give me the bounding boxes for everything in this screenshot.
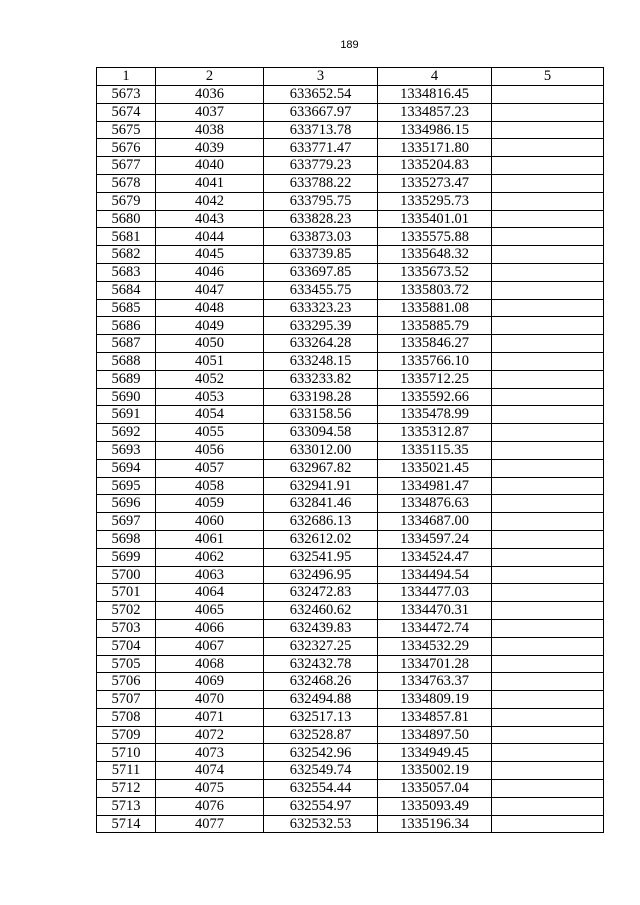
table-cell-col4: 1335575.88 bbox=[378, 228, 492, 246]
table-cell-col3: 633779.23 bbox=[264, 157, 378, 175]
table-cell-col5 bbox=[492, 86, 604, 104]
table-cell-col2: 4077 bbox=[156, 815, 264, 833]
table-cell-col2: 4067 bbox=[156, 637, 264, 655]
table-cell-col5 bbox=[492, 726, 604, 744]
table-cell-col2: 4058 bbox=[156, 477, 264, 495]
table-cell-col4: 1334949.45 bbox=[378, 744, 492, 762]
table-cell-col5 bbox=[492, 708, 604, 726]
table-cell-col4: 1335401.01 bbox=[378, 210, 492, 228]
table-row bbox=[97, 726, 604, 744]
table-row bbox=[97, 637, 604, 655]
table-cell-col3: 632472.83 bbox=[264, 584, 378, 602]
table-cell-col1: 5696 bbox=[97, 495, 156, 513]
table-cell-col5 bbox=[492, 121, 604, 139]
table-row bbox=[97, 744, 604, 762]
header-cell-4: 4 bbox=[378, 68, 492, 86]
table-row bbox=[97, 210, 604, 228]
table-cell-col2: 4043 bbox=[156, 210, 264, 228]
table-cell-col3: 632517.13 bbox=[264, 708, 378, 726]
table-row bbox=[97, 174, 604, 192]
table-cell-col5 bbox=[492, 637, 604, 655]
table-row bbox=[97, 317, 604, 335]
table-cell-col4: 1334981.47 bbox=[378, 477, 492, 495]
table-cell-col1: 5679 bbox=[97, 192, 156, 210]
table-row bbox=[97, 477, 604, 495]
table-cell-col4: 1335478.99 bbox=[378, 406, 492, 424]
table-cell-col3: 632549.74 bbox=[264, 762, 378, 780]
table-cell-col1: 5700 bbox=[97, 566, 156, 584]
table-cell-col3: 633713.78 bbox=[264, 121, 378, 139]
table-row bbox=[97, 584, 604, 602]
table-row bbox=[97, 673, 604, 691]
table-cell-col5 bbox=[492, 174, 604, 192]
header-cell-1: 1 bbox=[97, 68, 156, 86]
table-cell-col4: 1334532.29 bbox=[378, 637, 492, 655]
table-cell-col5 bbox=[492, 157, 604, 175]
table-cell-col1: 5695 bbox=[97, 477, 156, 495]
table-cell-col1: 5713 bbox=[97, 797, 156, 815]
table-cell-col4: 1334524.47 bbox=[378, 548, 492, 566]
table-cell-col1: 5677 bbox=[97, 157, 156, 175]
page-number: 189 bbox=[340, 39, 359, 51]
table-cell-col2: 4056 bbox=[156, 441, 264, 459]
table-cell-col5 bbox=[492, 602, 604, 620]
table-cell-col2: 4076 bbox=[156, 797, 264, 815]
table-cell-col5 bbox=[492, 352, 604, 370]
table-row bbox=[97, 815, 604, 833]
header-cell-2: 2 bbox=[156, 68, 264, 86]
table-cell-col5 bbox=[492, 228, 604, 246]
table-cell-col5 bbox=[492, 673, 604, 691]
table-cell-col2: 4042 bbox=[156, 192, 264, 210]
table-cell-col3: 632532.53 bbox=[264, 815, 378, 833]
table-row bbox=[97, 548, 604, 566]
table-cell-col5 bbox=[492, 744, 604, 762]
table-cell-col2: 4055 bbox=[156, 424, 264, 442]
table-cell-col4: 1334687.00 bbox=[378, 513, 492, 531]
table-row bbox=[97, 121, 604, 139]
table-cell-col3: 632541.95 bbox=[264, 548, 378, 566]
table-row bbox=[97, 352, 604, 370]
table-cell-col4: 1335295.73 bbox=[378, 192, 492, 210]
table-cell-col1: 5708 bbox=[97, 708, 156, 726]
table-cell-col2: 4037 bbox=[156, 103, 264, 121]
table-cell-col1: 5707 bbox=[97, 691, 156, 709]
table-cell-col3: 632612.02 bbox=[264, 530, 378, 548]
table-cell-col5 bbox=[492, 246, 604, 264]
header-cell-5: 5 bbox=[492, 68, 604, 86]
table-cell-col2: 4048 bbox=[156, 299, 264, 317]
table-cell-col3: 633739.85 bbox=[264, 246, 378, 264]
table-cell-col2: 4038 bbox=[156, 121, 264, 139]
table-cell-col4: 1334472.74 bbox=[378, 619, 492, 637]
table-cell-col4: 1335885.79 bbox=[378, 317, 492, 335]
table-row bbox=[97, 797, 604, 815]
table-cell-col2: 4071 bbox=[156, 708, 264, 726]
table-cell-col5 bbox=[492, 548, 604, 566]
table-cell-col1: 5681 bbox=[97, 228, 156, 246]
table-cell-col1: 5701 bbox=[97, 584, 156, 602]
table-cell-col4: 1335196.34 bbox=[378, 815, 492, 833]
table-cell-col5 bbox=[492, 691, 604, 709]
table-cell-col2: 4064 bbox=[156, 584, 264, 602]
table-row bbox=[97, 157, 604, 175]
table-cell-col1: 5714 bbox=[97, 815, 156, 833]
table-cell-col4: 1334470.31 bbox=[378, 602, 492, 620]
table-row bbox=[97, 495, 604, 513]
table-cell-col3: 633158.56 bbox=[264, 406, 378, 424]
table-cell-col5 bbox=[492, 762, 604, 780]
table-cell-col4: 1335673.52 bbox=[378, 263, 492, 281]
table-row bbox=[97, 441, 604, 459]
table-cell-col3: 632686.13 bbox=[264, 513, 378, 531]
table-cell-col3: 633323.23 bbox=[264, 299, 378, 317]
table-row bbox=[97, 192, 604, 210]
table-cell-col4: 1335592.66 bbox=[378, 388, 492, 406]
table-cell-col2: 4046 bbox=[156, 263, 264, 281]
table-header-row bbox=[97, 68, 604, 86]
table-row bbox=[97, 263, 604, 281]
table-cell-col2: 4051 bbox=[156, 352, 264, 370]
table-cell-col4: 1334763.37 bbox=[378, 673, 492, 691]
table-cell-col5 bbox=[492, 584, 604, 602]
table-cell-col1: 5688 bbox=[97, 352, 156, 370]
table-row bbox=[97, 139, 604, 157]
table-cell-col4: 1334816.45 bbox=[378, 86, 492, 104]
table-cell-col3: 632554.44 bbox=[264, 780, 378, 798]
table-row bbox=[97, 370, 604, 388]
table-row bbox=[97, 459, 604, 477]
table-cell-col3: 633012.00 bbox=[264, 441, 378, 459]
table-cell-col4: 1334494.54 bbox=[378, 566, 492, 584]
table-cell-col2: 4063 bbox=[156, 566, 264, 584]
table-cell-col1: 5674 bbox=[97, 103, 156, 121]
table-cell-col1: 5712 bbox=[97, 780, 156, 798]
table-cell-col4: 1335002.19 bbox=[378, 762, 492, 780]
table-cell-col3: 632496.95 bbox=[264, 566, 378, 584]
table-cell-col3: 632432.78 bbox=[264, 655, 378, 673]
table-cell-col1: 5693 bbox=[97, 441, 156, 459]
table-cell-col4: 1334876.63 bbox=[378, 495, 492, 513]
table-cell-col2: 4050 bbox=[156, 335, 264, 353]
table-cell-col3: 632841.46 bbox=[264, 495, 378, 513]
table-cell-col5 bbox=[492, 513, 604, 531]
table-cell-col1: 5710 bbox=[97, 744, 156, 762]
table-cell-col2: 4060 bbox=[156, 513, 264, 531]
table-row bbox=[97, 406, 604, 424]
table-row bbox=[97, 299, 604, 317]
table-cell-col1: 5690 bbox=[97, 388, 156, 406]
table-cell-col2: 4065 bbox=[156, 602, 264, 620]
table-cell-col5 bbox=[492, 335, 604, 353]
table-cell-col3: 632528.87 bbox=[264, 726, 378, 744]
table-cell-col4: 1335881.08 bbox=[378, 299, 492, 317]
table-cell-col5 bbox=[492, 406, 604, 424]
table-cell-col3: 632327.25 bbox=[264, 637, 378, 655]
table-cell-col3: 632439.83 bbox=[264, 619, 378, 637]
table-cell-col2: 4049 bbox=[156, 317, 264, 335]
table-cell-col1: 5686 bbox=[97, 317, 156, 335]
table-cell-col1: 5676 bbox=[97, 139, 156, 157]
table-row bbox=[97, 762, 604, 780]
table-cell-col2: 4036 bbox=[156, 86, 264, 104]
table-cell-col4: 1334477.03 bbox=[378, 584, 492, 602]
table-row bbox=[97, 86, 604, 104]
table-cell-col4: 1335057.04 bbox=[378, 780, 492, 798]
table-cell-col2: 4057 bbox=[156, 459, 264, 477]
table-cell-col3: 633873.03 bbox=[264, 228, 378, 246]
table-cell-col4: 1335846.27 bbox=[378, 335, 492, 353]
table-cell-col1: 5706 bbox=[97, 673, 156, 691]
table-cell-col5 bbox=[492, 370, 604, 388]
table-cell-col3: 633652.54 bbox=[264, 86, 378, 104]
table-cell-col2: 4066 bbox=[156, 619, 264, 637]
table-cell-col3: 633795.75 bbox=[264, 192, 378, 210]
table-cell-col3: 633455.75 bbox=[264, 281, 378, 299]
table-cell-col2: 4062 bbox=[156, 548, 264, 566]
header-cell-3: 3 bbox=[264, 68, 378, 86]
table-cell-col3: 633094.58 bbox=[264, 424, 378, 442]
table-cell-col5 bbox=[492, 388, 604, 406]
table-row bbox=[97, 708, 604, 726]
table-cell-col1: 5684 bbox=[97, 281, 156, 299]
table-cell-col3: 633667.97 bbox=[264, 103, 378, 121]
table-cell-col1: 5699 bbox=[97, 548, 156, 566]
table-cell-col4: 1335803.72 bbox=[378, 281, 492, 299]
table-cell-col5 bbox=[492, 477, 604, 495]
table-cell-col1: 5692 bbox=[97, 424, 156, 442]
table-cell-col1: 5675 bbox=[97, 121, 156, 139]
table-row bbox=[97, 424, 604, 442]
table-row bbox=[97, 281, 604, 299]
table-cell-col3: 632542.96 bbox=[264, 744, 378, 762]
data-table bbox=[96, 67, 604, 833]
table-cell-col2: 4072 bbox=[156, 726, 264, 744]
table-cell-col3: 632468.26 bbox=[264, 673, 378, 691]
table-cell-col1: 5691 bbox=[97, 406, 156, 424]
table-cell-col4: 1334597.24 bbox=[378, 530, 492, 548]
table-cell-col4: 1335021.45 bbox=[378, 459, 492, 477]
table-cell-col3: 632494.88 bbox=[264, 691, 378, 709]
table-cell-col3: 633233.82 bbox=[264, 370, 378, 388]
table-cell-col4: 1335712.25 bbox=[378, 370, 492, 388]
table-cell-col2: 4068 bbox=[156, 655, 264, 673]
table-cell-col1: 5694 bbox=[97, 459, 156, 477]
table-cell-col2: 4069 bbox=[156, 673, 264, 691]
table-row bbox=[97, 602, 604, 620]
table-row bbox=[97, 228, 604, 246]
table-cell-col2: 4052 bbox=[156, 370, 264, 388]
table-cell-col4: 1334857.81 bbox=[378, 708, 492, 726]
table-cell-col1: 5698 bbox=[97, 530, 156, 548]
table-cell-col1: 5683 bbox=[97, 263, 156, 281]
table-cell-col5 bbox=[492, 192, 604, 210]
table-cell-col5 bbox=[492, 263, 604, 281]
table-cell-col4: 1335766.10 bbox=[378, 352, 492, 370]
table-cell-col2: 4070 bbox=[156, 691, 264, 709]
table-cell-col2: 4053 bbox=[156, 388, 264, 406]
table-cell-col4: 1334701.28 bbox=[378, 655, 492, 673]
table-cell-col5 bbox=[492, 797, 604, 815]
table-cell-col1: 5673 bbox=[97, 86, 156, 104]
table-cell-col5 bbox=[492, 139, 604, 157]
table-body bbox=[97, 86, 604, 833]
table-cell-col2: 4044 bbox=[156, 228, 264, 246]
table-cell-col4: 1335171.80 bbox=[378, 139, 492, 157]
table-cell-col1: 5685 bbox=[97, 299, 156, 317]
table-cell-col4: 1335648.32 bbox=[378, 246, 492, 264]
table-cell-col2: 4074 bbox=[156, 762, 264, 780]
table-cell-col2: 4073 bbox=[156, 744, 264, 762]
table-cell-col4: 1335093.49 bbox=[378, 797, 492, 815]
table-cell-col1: 5680 bbox=[97, 210, 156, 228]
table-row bbox=[97, 691, 604, 709]
table-cell-col5 bbox=[492, 103, 604, 121]
table-cell-col1: 5704 bbox=[97, 637, 156, 655]
table-row bbox=[97, 335, 604, 353]
table-cell-col2: 4054 bbox=[156, 406, 264, 424]
table-cell-col5 bbox=[492, 619, 604, 637]
table-cell-col2: 4039 bbox=[156, 139, 264, 157]
table-cell-col3: 633771.47 bbox=[264, 139, 378, 157]
table-cell-col2: 4059 bbox=[156, 495, 264, 513]
table-cell-col5 bbox=[492, 566, 604, 584]
table-cell-col3: 633788.22 bbox=[264, 174, 378, 192]
table-row bbox=[97, 566, 604, 584]
table-cell-col3: 633264.28 bbox=[264, 335, 378, 353]
table-cell-col4: 1334857.23 bbox=[378, 103, 492, 121]
table-cell-col1: 5703 bbox=[97, 619, 156, 637]
table-cell-col3: 632460.62 bbox=[264, 602, 378, 620]
table-cell-col5 bbox=[492, 317, 604, 335]
table-cell-col2: 4045 bbox=[156, 246, 264, 264]
table-cell-col5 bbox=[492, 780, 604, 798]
table-row bbox=[97, 530, 604, 548]
table-cell-col5 bbox=[492, 459, 604, 477]
table-row bbox=[97, 103, 604, 121]
table-row bbox=[97, 513, 604, 531]
table-row bbox=[97, 246, 604, 264]
table-cell-col4: 1335273.47 bbox=[378, 174, 492, 192]
table-cell-col1: 5697 bbox=[97, 513, 156, 531]
table-cell-col1: 5702 bbox=[97, 602, 156, 620]
table-cell-col1: 5682 bbox=[97, 246, 156, 264]
table-cell-col2: 4041 bbox=[156, 174, 264, 192]
table-cell-col5 bbox=[492, 815, 604, 833]
table-cell-col2: 4040 bbox=[156, 157, 264, 175]
table-row bbox=[97, 619, 604, 637]
table-cell-col1: 5678 bbox=[97, 174, 156, 192]
table-cell-col4: 1334897.50 bbox=[378, 726, 492, 744]
table-row bbox=[97, 780, 604, 798]
table-cell-col5 bbox=[492, 441, 604, 459]
table-cell-col3: 633248.15 bbox=[264, 352, 378, 370]
table-cell-col1: 5705 bbox=[97, 655, 156, 673]
table-cell-col1: 5687 bbox=[97, 335, 156, 353]
table-cell-col3: 633697.85 bbox=[264, 263, 378, 281]
table-cell-col5 bbox=[492, 655, 604, 673]
table-cell-col5 bbox=[492, 424, 604, 442]
table-cell-col3: 632554.97 bbox=[264, 797, 378, 815]
table-cell-col5 bbox=[492, 210, 604, 228]
table-cell-col3: 633295.39 bbox=[264, 317, 378, 335]
table-row bbox=[97, 388, 604, 406]
table-cell-col3: 632941.91 bbox=[264, 477, 378, 495]
table-cell-col2: 4075 bbox=[156, 780, 264, 798]
table-cell-col1: 5711 bbox=[97, 762, 156, 780]
table-cell-col3: 633198.28 bbox=[264, 388, 378, 406]
table-cell-col5 bbox=[492, 299, 604, 317]
table-cell-col2: 4047 bbox=[156, 281, 264, 299]
table-cell-col4: 1335204.83 bbox=[378, 157, 492, 175]
table-cell-col3: 633828.23 bbox=[264, 210, 378, 228]
table-cell-col2: 4061 bbox=[156, 530, 264, 548]
table-cell-col4: 1334986.15 bbox=[378, 121, 492, 139]
table-cell-col4: 1335115.35 bbox=[378, 441, 492, 459]
table-row bbox=[97, 655, 604, 673]
table-cell-col5 bbox=[492, 281, 604, 299]
table-cell-col3: 632967.82 bbox=[264, 459, 378, 477]
table-cell-col5 bbox=[492, 530, 604, 548]
table-cell-col4: 1334809.19 bbox=[378, 691, 492, 709]
table-cell-col1: 5689 bbox=[97, 370, 156, 388]
table-cell-col1: 5709 bbox=[97, 726, 156, 744]
table-cell-col5 bbox=[492, 495, 604, 513]
table-cell-col4: 1335312.87 bbox=[378, 424, 492, 442]
